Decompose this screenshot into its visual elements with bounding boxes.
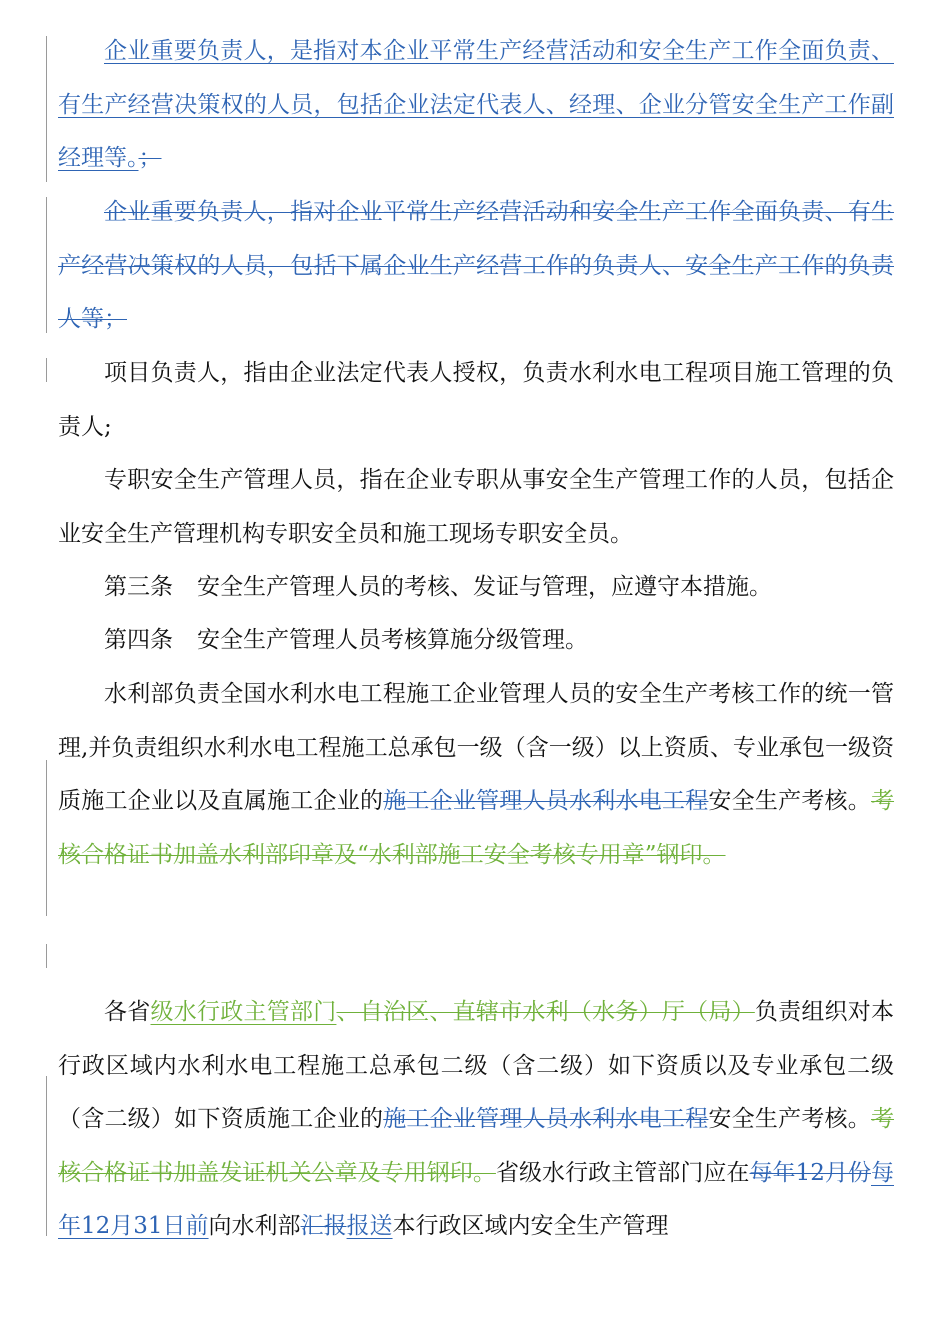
deleted-text: 、自治区、直辖市水利（水务）厅（局） [336,999,755,1025]
change-bar [46,358,47,382]
deleted-text: 考核合格证书加盖水利部印章及“水利部施工安全考核专用章”钢印。 [58,788,895,868]
deleted-mark: ； [138,145,162,171]
paragraph-text: 安全生产考核。 [708,1106,872,1132]
paragraph-text: 省级水行政主管部门应在 [495,1159,750,1186]
change-bar [46,197,47,333]
inserted-text: 级水行政主管部门 [150,999,337,1025]
deleted-text: 汇报 [300,1213,347,1239]
paragraph-text: 专职安全生产管理人员，指在企业专职从事安全生产管理工作的人员，包括企业安全生产管理机构专职安全员和施工现场专职安全员。 [58,467,894,547]
paragraph-text: 项目负责人，指由企业法定代表人授权，负责水利水电工程项目施工管理的负责人; [58,360,894,440]
deleted-text: 施工企业管理人员水利水电工程 [383,1106,709,1132]
paragraph-province-duty [58,986,894,1254]
deleted-text: 每年12月份 [749,1159,871,1186]
inserted-text: 企业重要负责人，是指对本企业平常生产经营活动和安全生产工作全面负责、有生产经营决策权的人员，包括企业法定代表人、经理、企业分管安全生产工作副经理等。 [58,38,894,171]
paragraph-text: 负责组织对本行政区域内水利水电工程施工总承包二级（含二级）如下资质以及专业承包二级（含二级）如下资质施工企业的 [58,999,895,1132]
change-bar [46,760,47,916]
change-bar [46,944,47,968]
paragraph-deleted-definition [58,186,894,347]
article-label: 第三条 [104,574,173,600]
paragraph-text: 向水利部 [208,1213,301,1239]
inserted-text: 每年12月31日前 [58,1159,894,1239]
paragraph-ministry-duty [58,668,894,882]
paragraph-text: 水利部负责全国水利水电工程施工企业管理人员的安全生产考核工作的统一管理,并负责组织水利水电工程施工总承包一级（含一级）以上资质、专业承包一级资质施工企业以及直属施工企业的 [58,681,894,814]
paragraph-safety-staff [58,454,894,561]
change-bar [46,36,47,182]
article-four [58,614,894,668]
article-text: 安全生产管理人员考核算施分级管理。 [197,627,588,653]
deleted-text: 企业重要负责人，指对企业平常生产经营活动和安全生产工作全面负责、有生产经营决策权的人员，包括下属企业生产经营工作的负责人、安全生产工作的负责人等； [58,199,894,332]
paragraph-inserted-definition [58,25,894,186]
article-three [58,561,894,615]
change-bar [46,1076,47,1236]
paragraph-text: 安全生产考核。 [708,788,872,814]
article-text: 安全生产管理人员的考核、发证与管理，应遵守本措施。 [197,574,772,600]
article-label: 第四条 [104,627,173,653]
deleted-text: 考核合格证书加盖发证机关公章及专用钢印。 [58,1106,895,1186]
inserted-text: 报送 [346,1213,393,1239]
paragraph-text: 各省 [104,999,151,1025]
paragraph-text: 本行政区域内安全生产管理 [392,1213,669,1239]
deleted-text: 施工企业管理人员水利水电工程 [383,788,709,814]
paragraph-project-lead [58,347,894,454]
